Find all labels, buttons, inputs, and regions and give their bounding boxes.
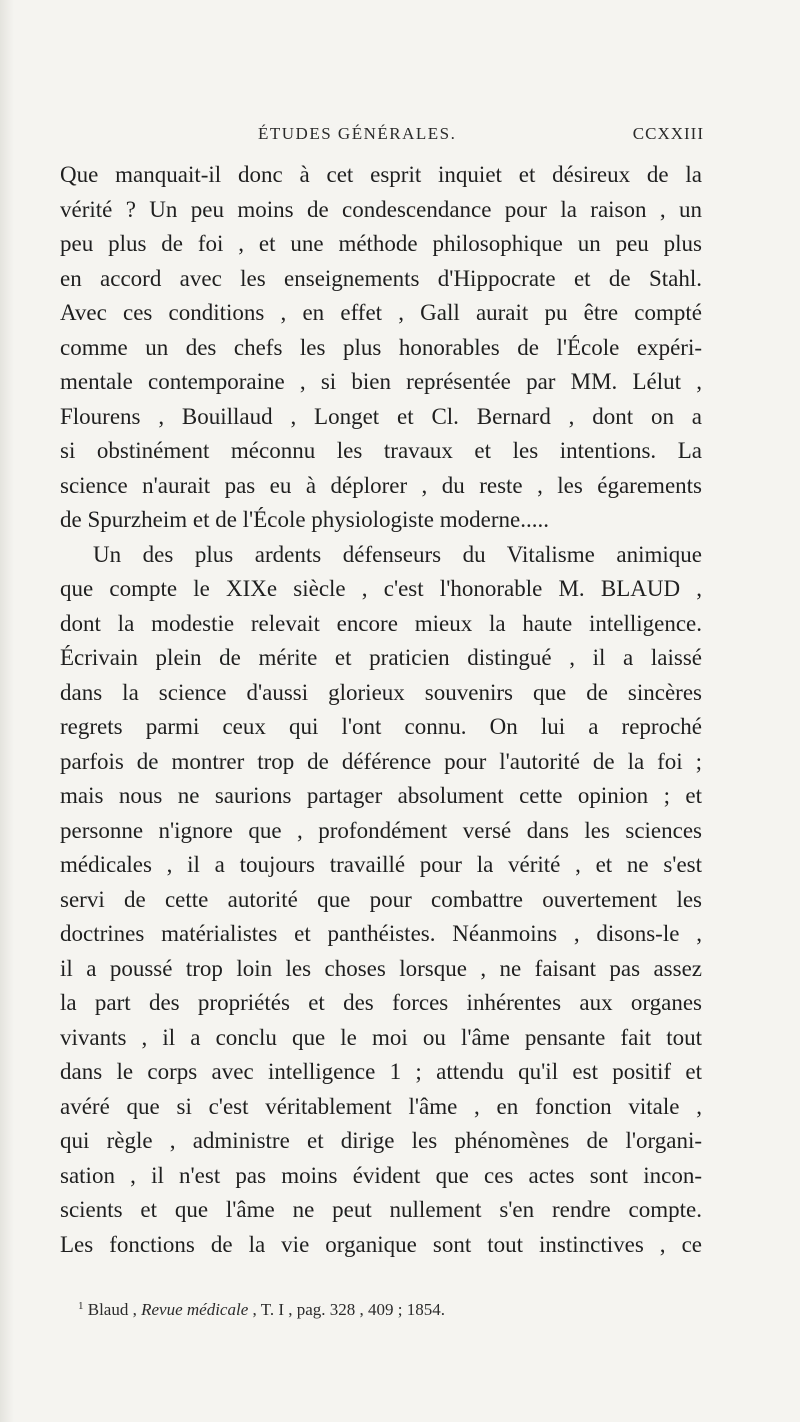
text-line: Les fonctions de la vie organique sont tout instinctives , ce: [60, 1231, 702, 1257]
text-line: science n'aurait pas eu à déplorer , du reste , les égarements: [60, 472, 702, 498]
text-line: que compte le XIXe siècle , c'est l'honorable M. BLAUD ,: [60, 576, 702, 601]
text-line: de Spurzheim et de l'École physiologiste moderne.....: [60, 507, 549, 532]
footnote-marker: 1: [78, 1300, 84, 1312]
running-title: ÉTUDES GÉNÉRALES.: [258, 124, 457, 143]
text-line: la part des propriétés et des forces inhérentes aux organes: [60, 990, 702, 1015]
body-text: [60, 158, 702, 1262]
footnote-reference: , T. I , pag. 328 , 409 ; 1854.: [248, 1300, 445, 1319]
text-line: en accord avec les enseignements d'Hippocrate et de Stahl.: [60, 265, 702, 291]
text-line: regrets parmi ceux qui l'ont connu. On lui a reproché: [60, 714, 702, 739]
text-line: dont la modestie relevait encore mieux la haute intelligence.: [60, 610, 702, 636]
text-line: dans le corps avec intelligence 1 ; attendu qu'il est positif et: [60, 1059, 702, 1084]
text-line: sation , il n'est pas moins évident que ces actes sont incon-: [60, 1162, 702, 1188]
text-line: Flourens , Bouillaud , Longet et Cl. Bernard , dont on a: [60, 403, 702, 429]
footnote-author: Blaud ,: [87, 1300, 142, 1319]
text-line: Un des plus ardents défenseurs du Vitalisme animique: [93, 541, 702, 567]
text-line: avéré que si c'est véritablement l'âme , en fonction vitale ,: [60, 1093, 702, 1119]
text-line: mentale contemporaine , si bien représentée par MM. Lélut ,: [60, 369, 702, 394]
text-line: médicales , il a toujours travaillé pour la vérité , et ne s'est: [60, 852, 702, 877]
text-line: scients et que l'âme ne peut nullement s'en rendre compte.: [60, 1197, 702, 1222]
text-line: dans la science d'aussi glorieux souvenirs que de sincères: [60, 679, 702, 705]
text-line: qui règle , administre et dirige les phénomènes de l'organi-: [60, 1128, 702, 1153]
text-line: vérité ? Un peu moins de condescendance pour la raison , un: [60, 196, 702, 222]
text-line: doctrines matérialistes et panthéistes. Néanmoins , disons-le ,: [60, 921, 702, 946]
page-number: CCXXIII: [632, 124, 704, 143]
text-line: peu plus de foi , et une méthode philosophique un peu plus: [60, 231, 702, 256]
text-line: mais nous ne saurions partager absolument cette opinion ; et: [60, 783, 702, 808]
text-line: Avec ces conditions , en effet , Gall aurait pu être compté: [60, 300, 702, 325]
text-line: si obstinément méconnu les travaux et les intentions. La: [60, 438, 702, 463]
running-head: [60, 124, 704, 154]
text-line: parfois de montrer trop de déférence pour l'autorité de la foi ;: [60, 748, 702, 774]
text-line: il a poussé trop loin les choses lorsque , ne faisant pas assez: [60, 955, 702, 981]
text-line: Écrivain plein de mérite et praticien distingué , il a laissé: [60, 645, 702, 670]
text-line: personne n'ignore que , profondément versé dans les sciences: [60, 817, 702, 843]
text-line: vivants , il a conclu que le moi ou l'âme pensante fait tout: [60, 1024, 702, 1050]
footnote-journal: Revue médicale: [141, 1300, 249, 1319]
text-line: comme un des chefs les plus honorables de l'École expéri-: [60, 334, 702, 360]
text-line: Que manquait-il donc à cet esprit inquiet et désireux de la: [60, 162, 702, 187]
text-line: servi de cette autorité que pour combattre ouvertement les: [60, 886, 702, 912]
footnote: [78, 1300, 678, 1320]
